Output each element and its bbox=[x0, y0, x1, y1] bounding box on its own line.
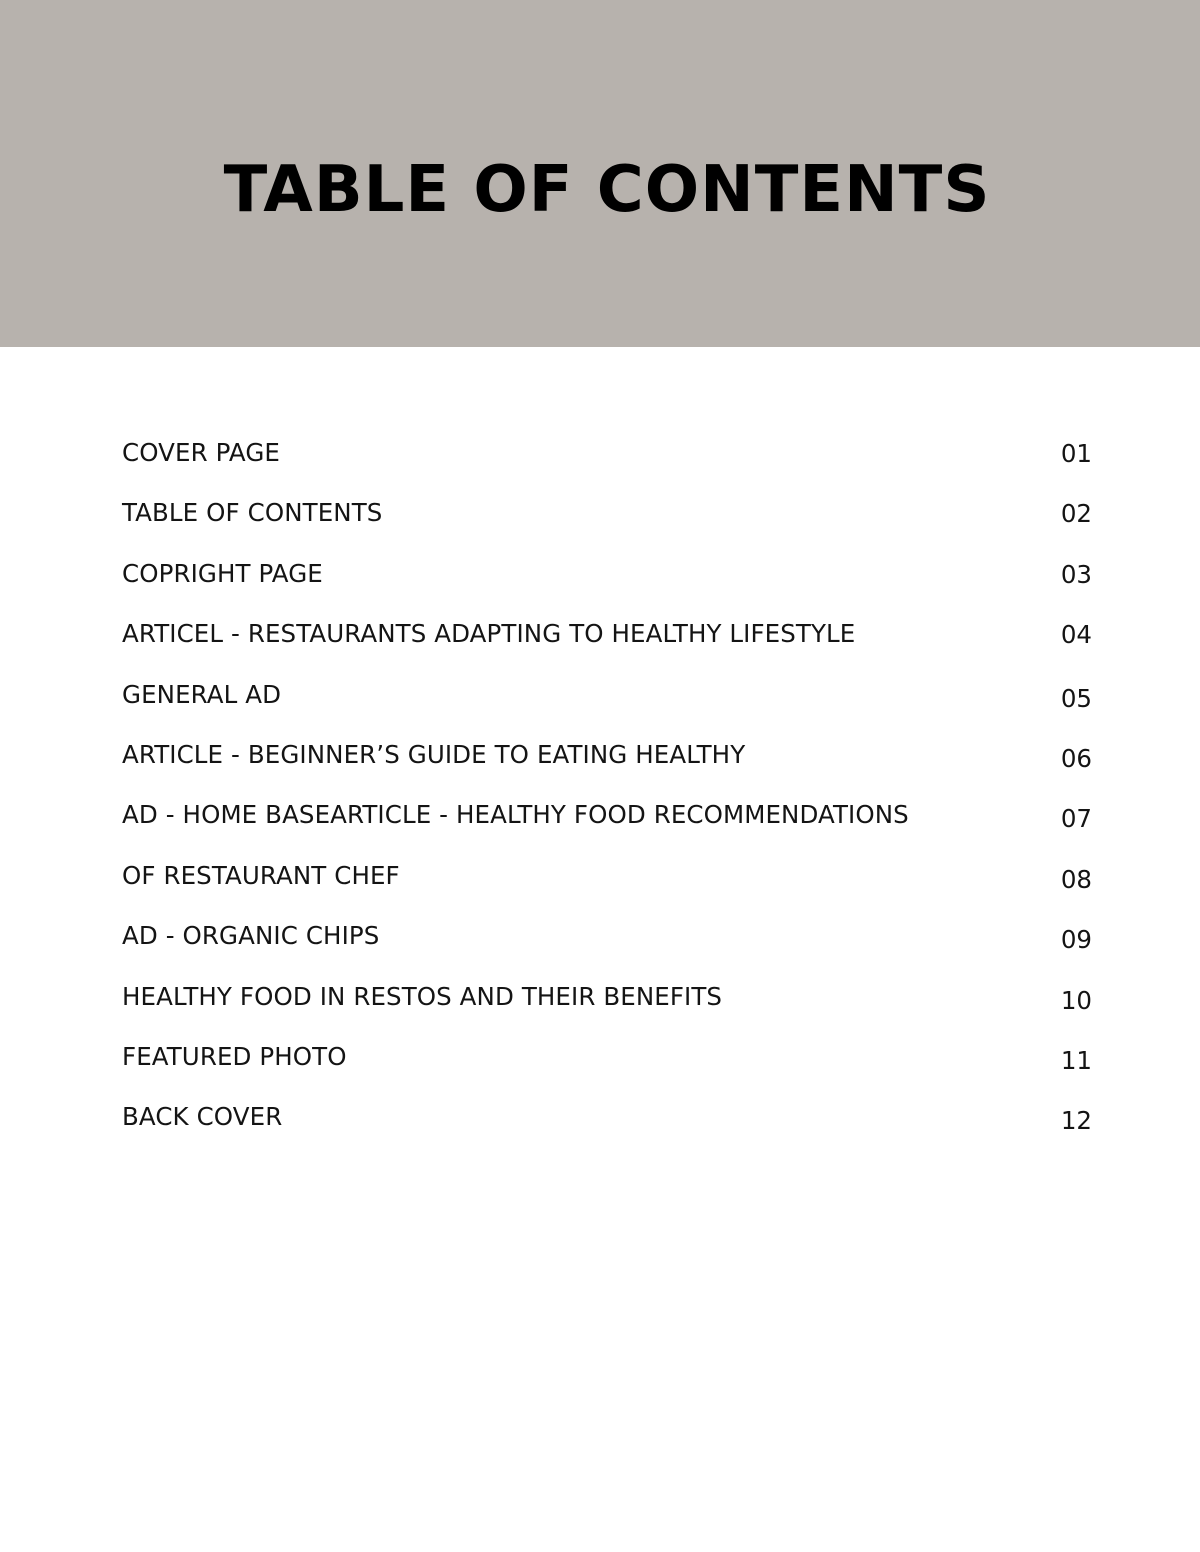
toc-entry[interactable] bbox=[122, 678, 1092, 738]
toc-entry-page: 04 bbox=[1060, 620, 1092, 650]
toc-entry-label: AD - HOME BASEARTICLE - HEALTHY FOOD RECOMMENDATIONS bbox=[122, 800, 909, 830]
page-title: TABLE OF CONTENTS bbox=[223, 153, 991, 227]
toc-entry[interactable] bbox=[122, 738, 1092, 798]
toc-entry-label: TABLE OF CONTENTS bbox=[122, 498, 383, 528]
toc-entry[interactable] bbox=[122, 617, 1092, 677]
toc-entry-page: 07 bbox=[1060, 804, 1092, 834]
toc-entry-label: ARTICEL - RESTAURANTS ADAPTING TO HEALTHY LIFESTYLE bbox=[122, 619, 856, 649]
header-band bbox=[0, 0, 1200, 347]
toc-entry-label: FEATURED PHOTO bbox=[122, 1041, 347, 1071]
toc-entry[interactable] bbox=[122, 1040, 1092, 1100]
toc-entry[interactable] bbox=[122, 919, 1092, 979]
toc-entry-page: 01 bbox=[1060, 439, 1092, 468]
toc-entry-label: COVER PAGE bbox=[122, 438, 281, 467]
toc-entry-page: 08 bbox=[1060, 864, 1092, 894]
toc-entry[interactable] bbox=[122, 798, 1092, 858]
toc-list bbox=[122, 436, 1092, 1161]
toc-entry-label: HEALTHY FOOD IN RESTOS AND THEIR BENEFITS bbox=[122, 981, 723, 1011]
toc-entry-page: 11 bbox=[1060, 1045, 1092, 1075]
toc-entry-page: 02 bbox=[1060, 499, 1092, 529]
toc-entry[interactable] bbox=[122, 980, 1092, 1040]
toc-entry-label: BACK COVER bbox=[122, 1102, 283, 1132]
toc-entry-label: COPRIGHT PAGE bbox=[122, 558, 323, 588]
toc-entry[interactable] bbox=[122, 496, 1092, 556]
toc-entry[interactable] bbox=[122, 1100, 1092, 1160]
toc-entry-label: AD - ORGANIC CHIPS bbox=[122, 921, 380, 951]
toc-entry-page: 12 bbox=[1060, 1106, 1092, 1136]
toc-entry-page: 09 bbox=[1060, 925, 1092, 955]
toc-entry-label: OF RESTAURANT CHEF bbox=[122, 860, 400, 890]
toc-entry-page: 05 bbox=[1060, 683, 1092, 713]
toc-entry-page: 10 bbox=[1060, 985, 1092, 1015]
toc-entry[interactable] bbox=[122, 859, 1092, 919]
toc-entry[interactable] bbox=[122, 436, 1092, 496]
toc-entry-page: 03 bbox=[1060, 559, 1092, 589]
toc-entry-page: 06 bbox=[1060, 743, 1092, 773]
toc-entry-label: ARTICLE - BEGINNER’S GUIDE TO EATING HEALTHY bbox=[122, 739, 746, 769]
toc-entry[interactable] bbox=[122, 557, 1092, 617]
toc-entry-label: GENERAL AD bbox=[122, 679, 282, 709]
